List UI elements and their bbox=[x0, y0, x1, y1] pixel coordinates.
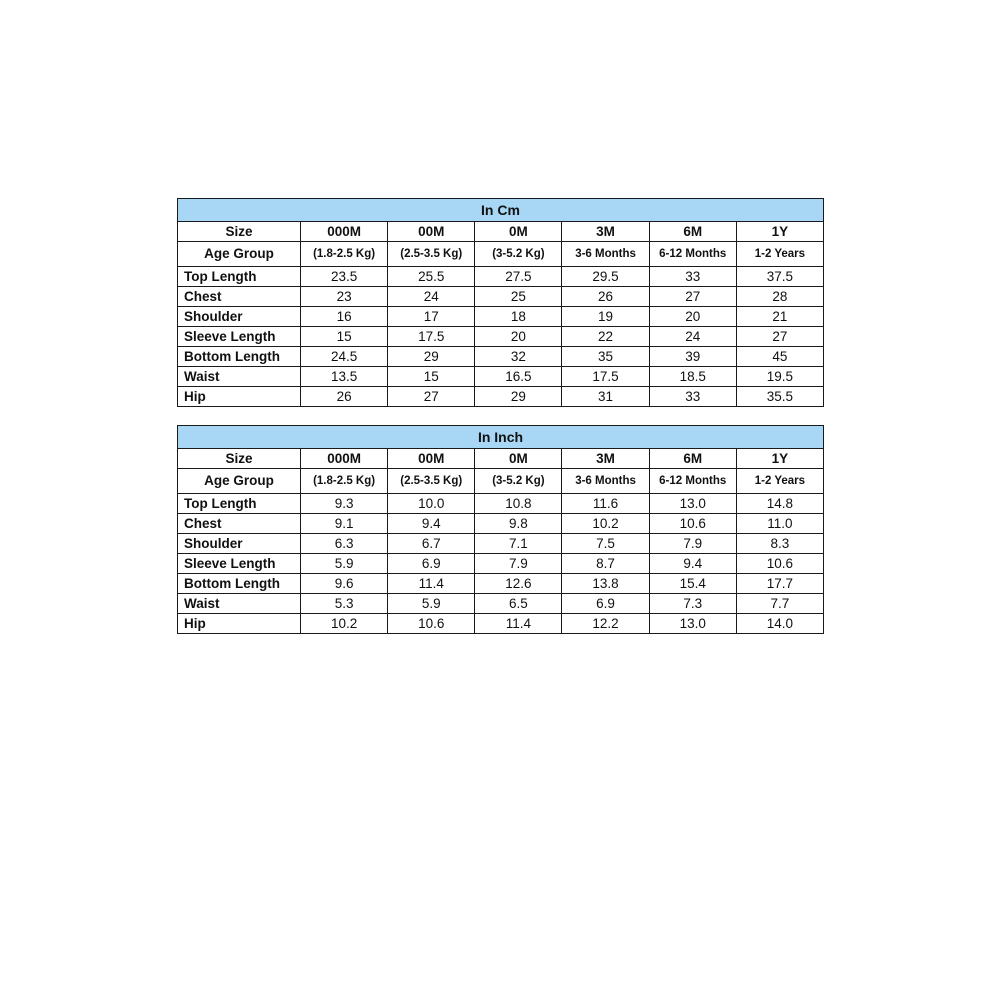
measurement-value: 27.5 bbox=[475, 267, 562, 287]
table-row bbox=[178, 267, 824, 287]
measurement-value: 35.5 bbox=[736, 387, 823, 407]
table-row bbox=[178, 534, 824, 554]
measurement-value: 39 bbox=[649, 347, 736, 367]
measurement-value: 26 bbox=[562, 287, 649, 307]
measurement-value: 17.7 bbox=[736, 574, 823, 594]
size-header-cell: 000M bbox=[301, 222, 388, 242]
measurement-label: Bottom Length bbox=[178, 574, 301, 594]
measurement-value: 9.3 bbox=[301, 494, 388, 514]
measurement-value: 31 bbox=[562, 387, 649, 407]
measurement-value: 7.7 bbox=[736, 594, 823, 614]
measurement-value: 9.4 bbox=[649, 554, 736, 574]
measurement-value: 6.9 bbox=[388, 554, 475, 574]
measurement-value: 24 bbox=[388, 287, 475, 307]
measurement-value: 9.4 bbox=[388, 514, 475, 534]
measurement-label: Shoulder bbox=[178, 307, 301, 327]
measurement-value: 45 bbox=[736, 347, 823, 367]
age-group-label: Age Group bbox=[178, 242, 301, 267]
measurement-value: 10.2 bbox=[562, 514, 649, 534]
size-header-cell: 6M bbox=[649, 449, 736, 469]
measurement-value: 14.8 bbox=[736, 494, 823, 514]
measurement-label: Waist bbox=[178, 594, 301, 614]
table-title-row bbox=[178, 199, 824, 222]
measurement-label: Chest bbox=[178, 287, 301, 307]
age-group-cell: 6-12 Months bbox=[649, 242, 736, 267]
measurement-value: 17.5 bbox=[562, 367, 649, 387]
table-row bbox=[178, 307, 824, 327]
table-title-row bbox=[178, 426, 824, 449]
measurement-value: 27 bbox=[649, 287, 736, 307]
measurement-value: 24 bbox=[649, 327, 736, 347]
measurement-value: 13.8 bbox=[562, 574, 649, 594]
measurement-value: 5.3 bbox=[301, 594, 388, 614]
measurement-value: 7.9 bbox=[475, 554, 562, 574]
measurement-value: 27 bbox=[736, 327, 823, 347]
size-header-row bbox=[178, 449, 824, 469]
measurement-value: 17.5 bbox=[388, 327, 475, 347]
measurement-label: Top Length bbox=[178, 267, 301, 287]
age-group-cell: (1.8-2.5 Kg) bbox=[301, 242, 388, 267]
table-title: In Cm bbox=[178, 199, 824, 222]
measurement-value: 28 bbox=[736, 287, 823, 307]
size-chart-cm-table bbox=[177, 198, 824, 407]
age-group-cell: (3-5.2 Kg) bbox=[475, 242, 562, 267]
size-header-cell: 3M bbox=[562, 449, 649, 469]
age-group-cell: 1-2 Years bbox=[736, 242, 823, 267]
size-header-cell: 6M bbox=[649, 222, 736, 242]
measurement-value: 8.7 bbox=[562, 554, 649, 574]
measurement-value: 26 bbox=[301, 387, 388, 407]
measurement-value: 20 bbox=[649, 307, 736, 327]
measurement-label: Sleeve Length bbox=[178, 554, 301, 574]
age-group-cell: (3-5.2 Kg) bbox=[475, 469, 562, 494]
measurement-value: 17 bbox=[388, 307, 475, 327]
measurement-value: 32 bbox=[475, 347, 562, 367]
measurement-value: 16.5 bbox=[475, 367, 562, 387]
size-label: Size bbox=[178, 449, 301, 469]
size-label: Size bbox=[178, 222, 301, 242]
size-header-cell: 1Y bbox=[736, 222, 823, 242]
measurement-value: 33 bbox=[649, 387, 736, 407]
measurement-value: 35 bbox=[562, 347, 649, 367]
table-row bbox=[178, 327, 824, 347]
measurement-value: 9.8 bbox=[475, 514, 562, 534]
measurement-label: Hip bbox=[178, 614, 301, 634]
measurement-value: 7.5 bbox=[562, 534, 649, 554]
measurement-value: 24.5 bbox=[301, 347, 388, 367]
measurement-value: 11.6 bbox=[562, 494, 649, 514]
measurement-value: 29 bbox=[475, 387, 562, 407]
table-row bbox=[178, 594, 824, 614]
measurement-label: Hip bbox=[178, 387, 301, 407]
measurement-value: 10.6 bbox=[736, 554, 823, 574]
measurement-value: 25.5 bbox=[388, 267, 475, 287]
table-row bbox=[178, 287, 824, 307]
measurement-value: 23 bbox=[301, 287, 388, 307]
measurement-value: 33 bbox=[649, 267, 736, 287]
measurement-value: 7.9 bbox=[649, 534, 736, 554]
age-group-cell: (2.5-3.5 Kg) bbox=[388, 469, 475, 494]
measurement-value: 10.6 bbox=[649, 514, 736, 534]
measurement-value: 11.4 bbox=[388, 574, 475, 594]
measurement-value: 9.6 bbox=[301, 574, 388, 594]
measurement-value: 12.6 bbox=[475, 574, 562, 594]
size-header-cell: 1Y bbox=[736, 449, 823, 469]
size-header-cell: 00M bbox=[388, 222, 475, 242]
measurement-value: 23.5 bbox=[301, 267, 388, 287]
size-header-cell: 00M bbox=[388, 449, 475, 469]
size-header-cell: 0M bbox=[475, 449, 562, 469]
measurement-value: 11.4 bbox=[475, 614, 562, 634]
age-group-cell: 3-6 Months bbox=[562, 242, 649, 267]
size-header-row bbox=[178, 222, 824, 242]
size-header-cell: 000M bbox=[301, 449, 388, 469]
measurement-label: Sleeve Length bbox=[178, 327, 301, 347]
measurement-label: Waist bbox=[178, 367, 301, 387]
measurement-value: 29 bbox=[388, 347, 475, 367]
measurement-value: 15 bbox=[301, 327, 388, 347]
measurement-value: 5.9 bbox=[301, 554, 388, 574]
measurement-label: Chest bbox=[178, 514, 301, 534]
measurement-value: 10.0 bbox=[388, 494, 475, 514]
measurement-value: 27 bbox=[388, 387, 475, 407]
age-group-row bbox=[178, 469, 824, 494]
measurement-value: 10.2 bbox=[301, 614, 388, 634]
measurement-value: 19 bbox=[562, 307, 649, 327]
age-group-row bbox=[178, 242, 824, 267]
measurement-value: 25 bbox=[475, 287, 562, 307]
age-group-label: Age Group bbox=[178, 469, 301, 494]
measurement-value: 13.5 bbox=[301, 367, 388, 387]
measurement-value: 6.5 bbox=[475, 594, 562, 614]
measurement-value: 15.4 bbox=[649, 574, 736, 594]
measurement-value: 9.1 bbox=[301, 514, 388, 534]
age-group-cell: 1-2 Years bbox=[736, 469, 823, 494]
measurement-value: 18 bbox=[475, 307, 562, 327]
measurement-value: 18.5 bbox=[649, 367, 736, 387]
measurement-value: 6.9 bbox=[562, 594, 649, 614]
table-row bbox=[178, 554, 824, 574]
measurement-value: 14.0 bbox=[736, 614, 823, 634]
table-row bbox=[178, 494, 824, 514]
measurement-value: 12.2 bbox=[562, 614, 649, 634]
measurement-value: 5.9 bbox=[388, 594, 475, 614]
measurement-value: 21 bbox=[736, 307, 823, 327]
size-header-cell: 0M bbox=[475, 222, 562, 242]
measurement-value: 15 bbox=[388, 367, 475, 387]
measurement-value: 29.5 bbox=[562, 267, 649, 287]
measurement-value: 22 bbox=[562, 327, 649, 347]
table-row bbox=[178, 387, 824, 407]
measurement-label: Bottom Length bbox=[178, 347, 301, 367]
measurement-value: 13.0 bbox=[649, 614, 736, 634]
table-row bbox=[178, 367, 824, 387]
size-header-cell: 3M bbox=[562, 222, 649, 242]
age-group-cell: 3-6 Months bbox=[562, 469, 649, 494]
measurement-value: 11.0 bbox=[736, 514, 823, 534]
age-group-cell: (2.5-3.5 Kg) bbox=[388, 242, 475, 267]
measurement-value: 20 bbox=[475, 327, 562, 347]
age-group-cell: (1.8-2.5 Kg) bbox=[301, 469, 388, 494]
measurement-value: 37.5 bbox=[736, 267, 823, 287]
table-row bbox=[178, 347, 824, 367]
measurement-value: 7.3 bbox=[649, 594, 736, 614]
measurement-value: 16 bbox=[301, 307, 388, 327]
size-chart-inch-table bbox=[177, 425, 824, 634]
measurement-value: 10.8 bbox=[475, 494, 562, 514]
measurement-value: 10.6 bbox=[388, 614, 475, 634]
age-group-cell: 6-12 Months bbox=[649, 469, 736, 494]
table-title: In Inch bbox=[178, 426, 824, 449]
measurement-value: 6.3 bbox=[301, 534, 388, 554]
measurement-value: 7.1 bbox=[475, 534, 562, 554]
table-row bbox=[178, 514, 824, 534]
measurement-value: 8.3 bbox=[736, 534, 823, 554]
table-row bbox=[178, 614, 824, 634]
measurement-value: 19.5 bbox=[736, 367, 823, 387]
measurement-label: Shoulder bbox=[178, 534, 301, 554]
measurement-value: 6.7 bbox=[388, 534, 475, 554]
measurement-value: 13.0 bbox=[649, 494, 736, 514]
measurement-label: Top Length bbox=[178, 494, 301, 514]
table-row bbox=[178, 574, 824, 594]
